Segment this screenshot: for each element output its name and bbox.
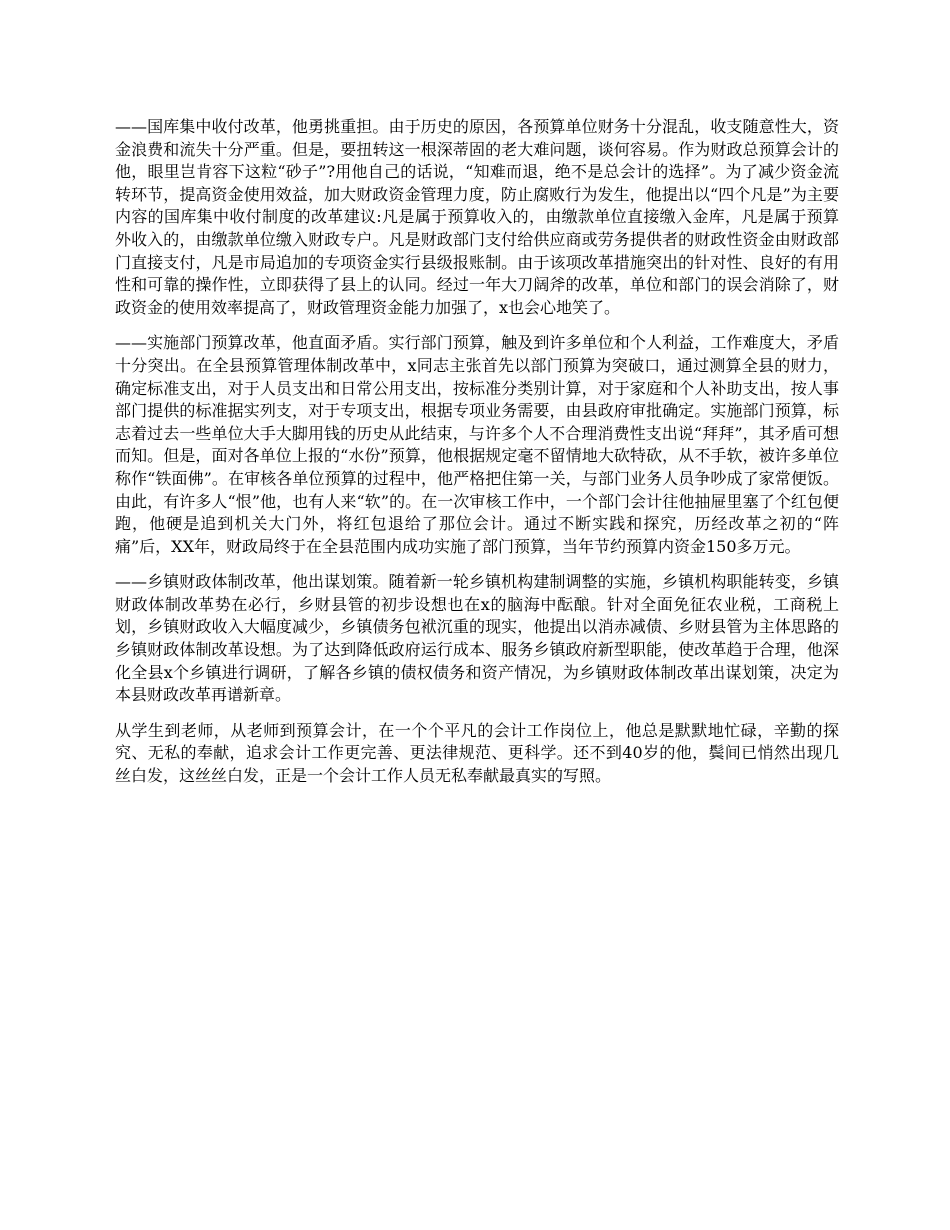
paragraph-township-finance-reform: ——乡镇财政体制改革，他出谋划策。随着新一轮乡镇机构建制调整的实施，乡镇机构职能转变，乡镇财政体制改革势在必行，乡财县管的初步设想也在x的脑海中酝酿。针对全面免征农业税，工商税上划，乡镇财政收入大幅度减少，乡镇债务包袱沉重的现实，他提出以消赤减债、乡财县管为主体思路的乡镇财政体制改革设想。为了达到降低政府运行成本、服务乡镇政府新型职能，使改革趋于合理，他深化全县x个乡镇进行调研，了解各乡镇的债权债务和资产情况，为乡镇财政体制改革出谋划策，决定为本县财政改革再谱新章。: [115, 572, 839, 705]
paragraph-department-budget-reform: ——实施部门预算改革，他直面矛盾。实行部门预算，触及到许多单位和个人利益，工作难度大，矛盾十分突出。在全县预算管理体制改革中，x同志主张首先以部门预算为突破口，通过测算全县的财力，确定标准支出，对于人员支出和日常公用支出，按标准分类别计算，对于家庭和个人补助支出，按人事部门提供的标准据实列支，对于专项支出，根据专项业务需要，由县政府审批确定。实施部门预算，标志着过去一些单位大手大脚用钱的历史从此结束，与许多个人不合理消费性支出说“拜拜”，其矛盾可想而知。但是，面对各单位上报的“水份”预算，他根据规定毫不留情地大砍特砍，从不手软，被许多单位称作“铁面佛”。在审核各单位预算的过程中，他严格把住第一关，与部门业务人员争吵成了家常便饭。由此，有许多人“恨”他，也有人来“软”的。在一次审核工作中，一个部门会计往他抽屉里塞了个红包便跑，他硬是追到机关大门外，将红包退给了那位会计。通过不断实践和探究，历经改革之初的“阵痛”后，XX年，财政局终于在全县范围内成功实施了部门预算，当年节约预算内资金150多万元。: [115, 333, 839, 556]
paragraph-conclusion: 从学生到老师，从老师到预算会计，在一个个平凡的会计工作岗位上，他总是默默地忙碌，辛勤的探究、无私的奉献，追求会计工作更完善、更法律规范、更科学。还不到40岁的他，鬓间已悄然出现几丝白发，这丝丝白发，正是一个会计工作人员无私奉献最真实的写照。: [115, 720, 839, 786]
document-page: [115, 116, 839, 801]
paragraph-treasury-reform: ——国库集中收付改革，他勇挑重担。由于历史的原因，各预算单位财务十分混乱，收支随意性大，资金浪费和流失十分严重。但是，要扭转这一根深蒂固的老大难问题，谈何容易。作为财政总预算会计的他，眼里岂肯容下这粒“砂子”?用他自己的话说，“知难而退，绝不是总会计的选择”。为了减少资金流转环节，提高资金使用效益，加大财政资金管理力度，防止腐败行为发生，他提出以“四个凡是”为主要内容的国库集中收付制度的改革建议:凡是属于预算收入的，由缴款单位直接缴入金库，凡是属于预算外收入的，由缴款单位缴入财政专户。凡是财政部门支付给供应商或劳务提供者的财政性资金由财政部门直接支付，凡是市局追加的专项资金实行县级报账制。由于该项改革措施突出的针对性、良好的有用性和可靠的操作性，立即获得了县上的认同。经过一年大刀阔斧的改革，单位和部门的误会消除了，财政资金的使用效率提高了，财政管理资金能力加强了，x也会心地笑了。: [115, 117, 839, 317]
